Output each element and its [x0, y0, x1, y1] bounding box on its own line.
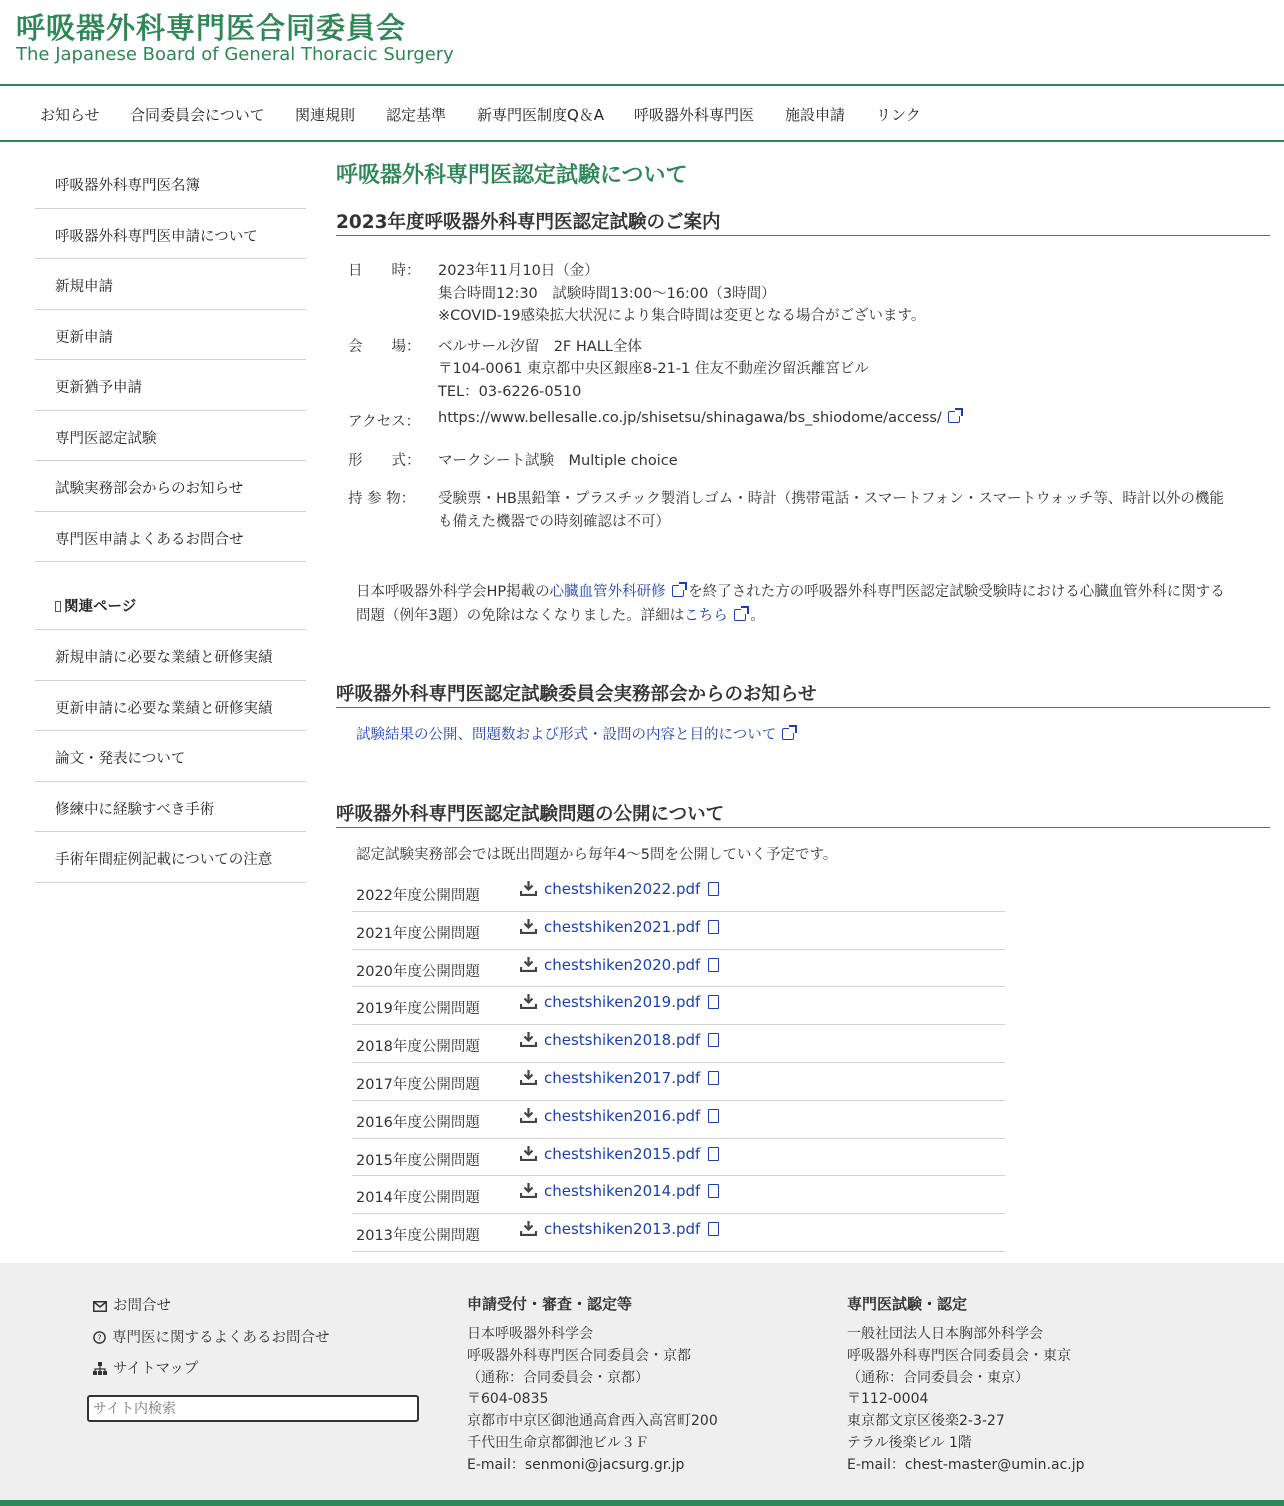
pdf-icon: [708, 882, 719, 896]
download-row: [352, 1063, 1005, 1101]
footer-sitemap-link[interactable]: [93, 1357, 198, 1378]
footer-faq-label[interactable]: 専門医に関するよくあるお問合せ: [112, 1330, 330, 1346]
items-label: 持 参 物：: [348, 491, 416, 507]
section-title-committee-notice: 呼吸器外科専門医認定試験委員会実務部会からのお知らせ: [336, 680, 1270, 708]
pdf-icon: [708, 995, 719, 1009]
footer-col-kyoto: [467, 1293, 718, 1477]
download-row: [352, 1214, 1005, 1252]
download-link[interactable]: [544, 1107, 719, 1125]
pdf-icon: [708, 920, 719, 934]
download-icon[interactable]: [520, 1069, 537, 1085]
download-link[interactable]: [544, 918, 719, 936]
sidebar-item-exam-notice[interactable]: 試験実務部会からのお知らせ: [35, 461, 306, 512]
format-value: マークシート試験 Multiple choice: [438, 453, 678, 469]
exam-results-link[interactable]: [356, 723, 794, 744]
site-search-input[interactable]: [87, 1395, 419, 1422]
global-nav: [0, 84, 1284, 142]
sidebar-item-faq[interactable]: 専門医申請よくあるお問合せ: [35, 512, 306, 563]
download-file-name[interactable]: chestshiken2018.pdf: [544, 1031, 701, 1050]
download-year: 2017年度公開問題: [356, 1076, 480, 1093]
envelope-icon: [93, 1301, 107, 1312]
download-file-name[interactable]: chestshiken2016.pdf: [544, 1106, 701, 1125]
pdf-icon: [708, 1147, 719, 1161]
sidebar-item-application-info[interactable]: 呼吸器外科専門医申請について: [35, 209, 306, 260]
download-row: [352, 1176, 1005, 1214]
nav-item-links[interactable]: リンク: [876, 106, 921, 124]
items-line-1: 受験票・HB黒鉛筆・プラスチック製消しゴム・時計（携帯電話・スマートフォン・スマートウォッチ等、時計以外の機能: [438, 491, 1224, 507]
download-year: 2021年度公開問題: [356, 925, 480, 942]
nav-item-about[interactable]: 合同委員会について: [130, 106, 265, 124]
download-icon[interactable]: [520, 1031, 537, 1047]
footer-faq-link[interactable]: [93, 1326, 330, 1347]
download-row: [352, 950, 1005, 988]
access-link-text[interactable]: https://www.bellesalle.co.jp/shisetsu/shinagawa/bs_shiodome/access/: [438, 410, 942, 426]
footer-line: 呼吸器外科専門医合同委員会・東京: [847, 1347, 1071, 1364]
download-file-name[interactable]: chestshiken2014.pdf: [544, 1182, 701, 1201]
download-link[interactable]: [544, 1069, 719, 1087]
sidebar-related-heading-label: 関連ページ: [64, 599, 137, 615]
download-row: [352, 1025, 1005, 1063]
download-link[interactable]: [544, 956, 719, 974]
download-icon[interactable]: [520, 993, 537, 1009]
download-file-name[interactable]: chestshiken2021.pdf: [544, 917, 701, 936]
download-row: [352, 1139, 1005, 1177]
footer-sitemap-label[interactable]: サイトマップ: [113, 1361, 199, 1377]
pdf-icon: [708, 1033, 719, 1047]
download-icon[interactable]: [520, 956, 537, 972]
exemption-note-line-1: [356, 580, 1225, 601]
site-header: [0, 0, 1284, 86]
footer-email: E-mail：senmoni@jacsurg.gr.jp: [467, 1456, 685, 1473]
footer-contact-link[interactable]: [93, 1294, 171, 1315]
footer-line: （通称：合同委員会・東京）: [847, 1369, 1029, 1386]
footer-line: 〒112-0004: [847, 1391, 929, 1408]
nav-item-news[interactable]: お知らせ: [40, 106, 100, 124]
download-icon[interactable]: [520, 918, 537, 934]
site-title[interactable]: 呼吸器外科専門医合同委員会: [16, 11, 407, 45]
venue-tel: TEL：03-6226-0510: [438, 384, 582, 400]
download-year: 2022年度公開問題: [356, 888, 480, 904]
sidebar-related-item-papers[interactable]: 論文・発表について: [35, 731, 306, 782]
venue-name: ベルサール汐留 2F HALL全体: [438, 339, 642, 355]
date-label: 日 時：: [348, 263, 421, 279]
nav-item-rules[interactable]: 関連規則: [295, 106, 356, 124]
items-line-2: も備えた機器での時刻確認は不可）: [438, 514, 670, 530]
footer-line: （通称：合同委員会・京都）: [467, 1369, 649, 1386]
download-year: 2019年度公開問題: [356, 1001, 480, 1018]
covid-note: ※COVID-19感染拡大状況により集合時間は変更となる場合がございます。: [438, 308, 926, 324]
download-row: [352, 874, 1005, 912]
download-file-name[interactable]: chestshiken2015.pdf: [544, 1144, 701, 1163]
page-title: 呼吸器外科専門医認定試験について: [336, 163, 688, 188]
download-file-name[interactable]: chestshiken2022.pdf: [544, 880, 701, 898]
footer-col-heading: 専門医試験・認定: [847, 1295, 968, 1313]
footer-line: 日本呼吸器外科学会: [467, 1326, 593, 1342]
sidebar-item-roster[interactable]: 呼吸器外科専門医名簿: [35, 158, 306, 209]
external-link-icon: [672, 585, 684, 597]
doc-icon: [55, 601, 61, 612]
download-icon[interactable]: [520, 1182, 537, 1198]
download-icon[interactable]: [520, 1107, 537, 1123]
pdf-icon: [708, 1109, 719, 1123]
footer-email: E-mail：chest-master@umin.ac.jp: [847, 1456, 1085, 1473]
sidebar-related-item-case-notes[interactable]: 手術年間症例記載についての注意: [35, 832, 306, 883]
access-label: アクセス：: [348, 414, 421, 430]
sidebar-related-item-operations[interactable]: 修練中に経験すべき手術: [35, 782, 306, 833]
sidebar-item-renewal[interactable]: 更新申請: [35, 310, 306, 361]
footer-line: 〒604-0835: [467, 1391, 549, 1408]
pdf-icon: [708, 958, 719, 972]
download-file-name[interactable]: chestshiken2020.pdf: [544, 955, 701, 974]
cardiovascular-training-link[interactable]: [550, 584, 684, 600]
footer-col-heading: 申請受付・審査・認定等: [467, 1295, 633, 1313]
note-text: を終了された方の呼吸器外科専門医認定試験受験時における心臓血管外科に関する: [688, 584, 1225, 600]
sidebar-item-renewal-postpone[interactable]: 更新猶予申請: [35, 360, 306, 411]
site-footer: [0, 1263, 1284, 1506]
sidebar-item-exam[interactable]: 専門医認定試験: [35, 411, 306, 462]
time-line: 集合時間12:30 試験時間13:00～16:00（3時間）: [438, 286, 776, 302]
footer-bar: [0, 1500, 1284, 1506]
download-year: 2018年度公開問題: [356, 1039, 480, 1056]
footer-line: テラル後楽ビル 1階: [847, 1434, 972, 1451]
site-subtitle: The Japanese Board of General Thoracic Surgery: [16, 44, 454, 65]
download-icon[interactable]: [520, 880, 537, 896]
download-year: 2020年度公開問題: [356, 963, 480, 980]
download-file-name[interactable]: chestshiken2013.pdf: [544, 1220, 701, 1239]
download-year: 2015年度公開問題: [356, 1152, 480, 1169]
sidebar-related-item-renewal[interactable]: 更新申請に必要な業績と研修実績: [35, 681, 306, 732]
details-link-text[interactable]: こちら: [684, 608, 728, 624]
footer-line: 一般社団法人日本胸部外科学会: [847, 1326, 1043, 1342]
access-link[interactable]: [438, 410, 960, 426]
nav-item-criteria[interactable]: 認定基準: [386, 106, 447, 124]
sidebar-related-heading: [35, 562, 306, 630]
footer-contact-label[interactable]: お問合せ: [113, 1298, 171, 1314]
sidebar-item-new-application[interactable]: 新規申請: [35, 259, 306, 310]
exemption-note-line-2: [356, 604, 765, 625]
date-line: 2023年11月10日（金）: [438, 263, 599, 279]
download-file-name[interactable]: chestshiken2017.pdf: [544, 1068, 701, 1087]
footer-line: 千代田生命京都御池ビル３Ｆ: [467, 1434, 649, 1451]
nav-item-facility[interactable]: 施設申請: [785, 106, 846, 124]
download-row: [352, 1101, 1005, 1139]
download-table: [352, 874, 1005, 1252]
note-text: 日本呼吸器外科学会HP掲載の: [356, 584, 550, 600]
download-icon[interactable]: [520, 1145, 537, 1161]
external-link-icon: [948, 411, 960, 423]
download-link[interactable]: [544, 880, 719, 898]
download-link[interactable]: [544, 1182, 719, 1200]
sidebar-related-item-new[interactable]: 新規申請に必要な業績と研修実績: [35, 630, 306, 681]
sidebar: [35, 158, 306, 883]
download-year: 2016年度公開問題: [356, 1114, 480, 1131]
note-text: 問題（例年3題）の免除はなくなりました。詳細は: [356, 608, 685, 624]
download-link[interactable]: [544, 1031, 719, 1049]
download-year: 2014年度公開問題: [356, 1190, 480, 1207]
exam-results-link-text[interactable]: 試験結果の公開、問題数および形式・設問の内容と目的について: [356, 727, 777, 743]
nav-item-qa[interactable]: 新専門医制度Q＆A: [477, 106, 605, 124]
section-title-exam-questions: 呼吸器外科専門医認定試験問題の公開について: [336, 800, 1270, 828]
cardiovascular-training-link-text[interactable]: 心臓血管外科研修: [549, 584, 666, 600]
sitemap-icon: [93, 1362, 107, 1375]
nav-item-specialist[interactable]: 呼吸器外科専門医: [634, 106, 755, 124]
download-link[interactable]: [544, 1220, 719, 1238]
note-text: 。: [750, 608, 765, 624]
format-label: 形 式：: [348, 453, 421, 469]
venue-label: 会 場：: [348, 339, 421, 355]
download-icon[interactable]: [520, 1220, 537, 1236]
download-year: 2013年度公開問題: [356, 1228, 480, 1245]
download-file-name[interactable]: chestshiken2019.pdf: [544, 993, 701, 1012]
svg-text:?: ?: [97, 1333, 102, 1343]
section-title-exam-guide: 2023年度呼吸器外科専門医認定試験のご案内: [336, 208, 1270, 236]
download-link[interactable]: [544, 993, 719, 1011]
footer-line: 東京都文京区後楽2-3-27: [847, 1413, 1005, 1430]
footer-line: 呼吸器外科専門医合同委員会・京都: [467, 1347, 691, 1364]
footer-col-tokyo: [847, 1293, 1085, 1477]
download-row: [352, 987, 1005, 1025]
pdf-icon: [708, 1184, 719, 1198]
pdf-icon: [708, 1071, 719, 1085]
pdf-icon: [708, 1222, 719, 1236]
external-link-icon: [734, 609, 746, 621]
download-link[interactable]: [544, 1145, 719, 1163]
external-link-icon: [782, 728, 794, 740]
details-link[interactable]: [684, 608, 746, 624]
download-row: [352, 912, 1005, 950]
question-circle-icon: [93, 1331, 106, 1344]
footer-line: 京都市中京区御池通高倉西入高宮町200: [467, 1413, 718, 1430]
venue-address: 〒104-0061 東京都中央区銀座8-21-1 住友不動産汐留浜離宮ビル: [438, 361, 869, 377]
questions-description: 認定試験実務部会では既出問題から毎年4～5問を公開していく予定です。: [356, 847, 838, 863]
